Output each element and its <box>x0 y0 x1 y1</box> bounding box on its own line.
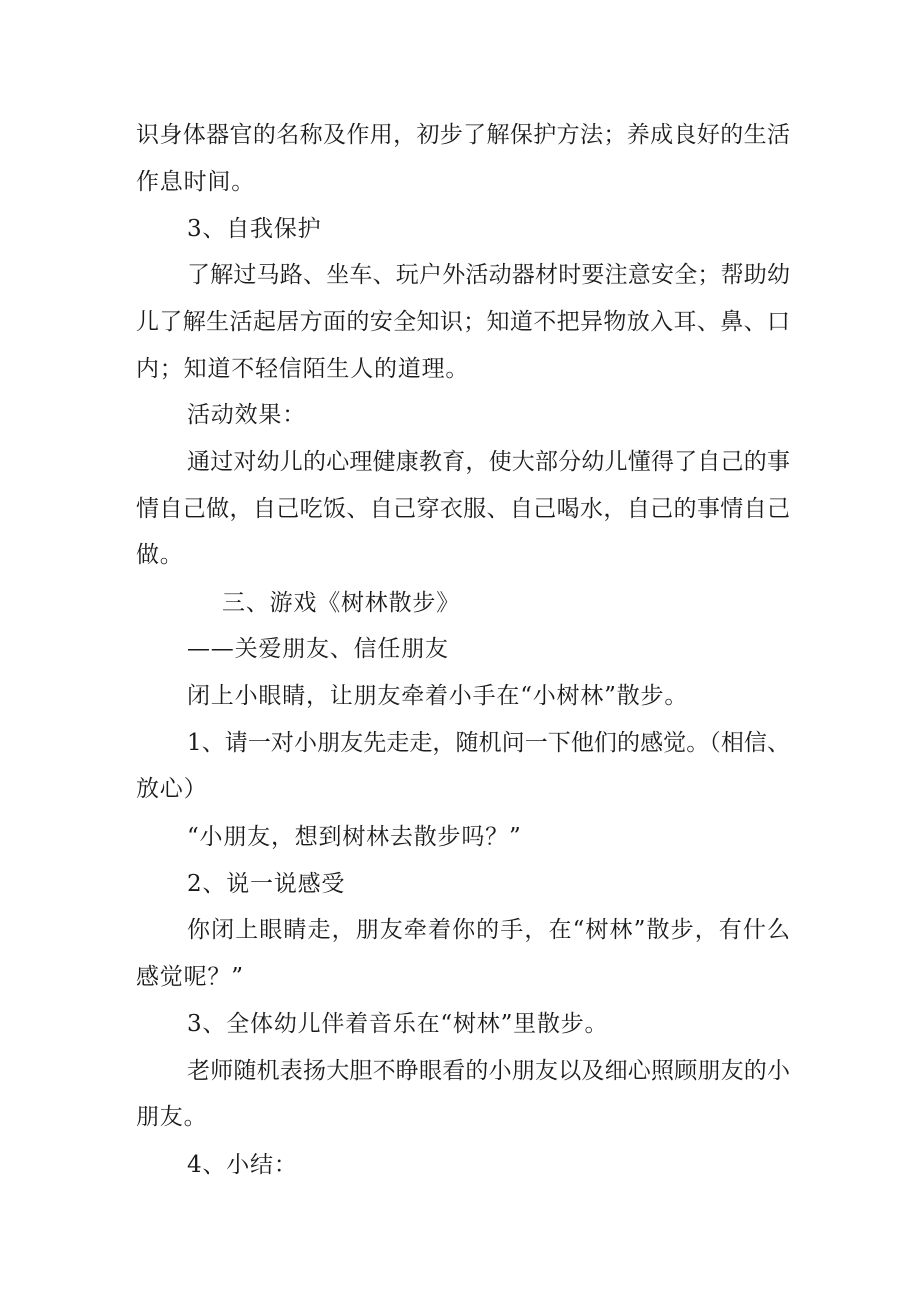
section-heading: 4、小结： <box>187 1152 298 1178</box>
paragraph-line: 作息时间。 <box>136 169 255 195</box>
paragraph-line: 1、请一对小朋友先走走，随机问一下他们的感觉。（相信、 <box>187 730 790 756</box>
paragraph-line: 内；知道不轻信陌生人的道理。 <box>136 356 470 382</box>
section-heading: 2、说一说感受 <box>187 871 346 897</box>
paragraph-line: 儿了解生活起居方面的安全知识；知道不把异物放入耳、鼻、口 <box>136 309 790 335</box>
paragraph-line: 识身体器官的名称及作用，初步了解保护方法；养成良好的生活 <box>136 122 790 148</box>
paragraph-line: 情自己做，自己吃饭、自己穿衣服、自己喝水，自己的事情自己 <box>136 496 790 522</box>
paragraph-line: 放心） <box>136 776 208 802</box>
paragraph-line: 做。 <box>136 542 184 568</box>
paragraph-line: 朋友。 <box>136 1104 208 1130</box>
quote-line: “小朋友，想到树林去散步吗？” <box>187 824 522 850</box>
paragraph-line: 了解过马路、坐车、玩户外活动器材时要注意安全；帮助幼 <box>187 262 790 288</box>
paragraph-line: 感觉呢？” <box>136 964 244 990</box>
paragraph-line: 3、全体幼儿伴着音乐在“树林”里散步。 <box>187 1011 609 1037</box>
paragraph-line: 老师随机表扬大胆不睁眼看的小朋友以及细心照顾朋友的小 <box>187 1058 790 1084</box>
section-heading: 活动效果： <box>187 402 306 428</box>
paragraph-line: 通过对幼儿的心理健康教育，使大部分幼儿懂得了自己的事 <box>187 449 790 475</box>
paragraph-line: 你闭上眼睛走，朋友牵着你的手，在“树林”散步，有什么 <box>187 917 790 943</box>
subtitle-line: ——关爱朋友、信任朋友 <box>187 636 449 662</box>
section-title: 三、游戏《树林散步》 <box>222 590 460 616</box>
paragraph-line: 闭上小眼睛，让朋友牵着小手在“小树林”散步。 <box>187 683 689 709</box>
section-heading: 3、自我保护 <box>187 216 322 242</box>
